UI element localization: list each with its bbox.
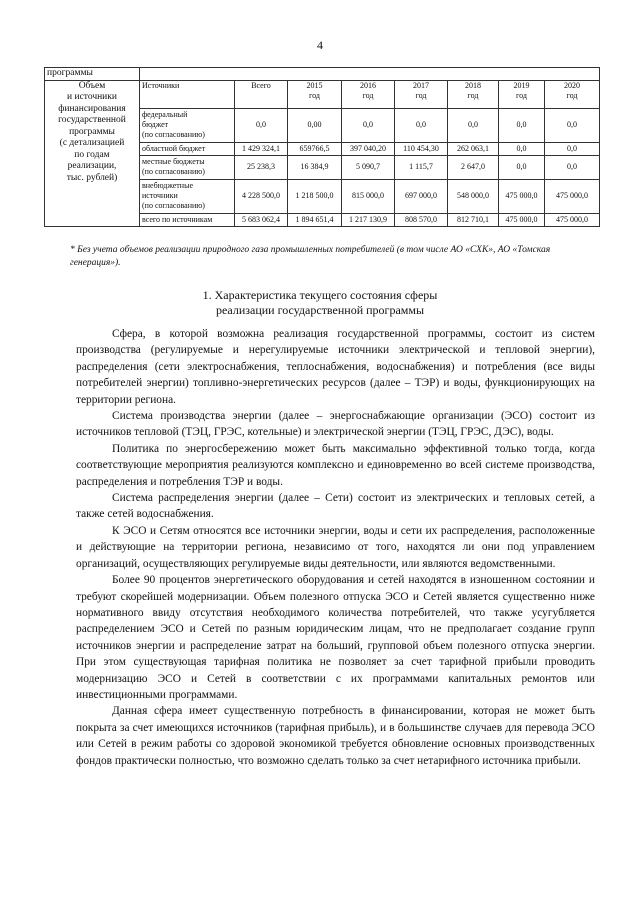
row-value: 0,0 [499,155,545,179]
section-title-line: реализации государственной программы [215,303,425,317]
row-value: 110 454,30 [395,142,448,155]
row-value: 0,00 [288,108,342,142]
row-value: 475 000,0 [499,213,545,226]
row-value: 0,0 [499,108,545,142]
source-line: (по согласованию) [142,130,205,139]
row-source [140,108,235,142]
row-value: 659766,5 [288,142,342,155]
row-value: 0,0 [545,155,600,179]
row-value: 475 000,0 [545,179,600,213]
header-year: 2020 [564,80,580,90]
first-col-line: финансирования [58,103,126,114]
header-year-2020 [545,80,600,108]
row-value: 475 000,0 [499,179,545,213]
header-year: 2015 [306,80,323,90]
table-top-empty [140,68,600,81]
header-year-2018 [448,80,499,108]
first-col-line: программы [69,126,115,137]
table-top-label: программы [45,68,140,81]
table-first-column [45,80,140,226]
row-value: 697 000,0 [395,179,448,213]
row-value: 2 647,0 [448,155,499,179]
first-col-line: реализации, [67,161,117,171]
header-year: 2016 [360,80,376,90]
row-total: 1 429 324,1 [235,142,288,155]
header-year-unit: год [516,90,527,100]
paragraph: К ЭСО и Сетям относятся все источники энергии, воды и сети их распределения, расположенные и действующие на территории региона, независимо от того, находятся ли они под управлением организаций, осуществляющих регулируемые виды деятельности, или являются ведомственными. [76,524,595,570]
row-value: 808 570,0 [395,213,448,226]
header-year-2019 [499,80,545,108]
header-year-unit: год [415,90,427,100]
first-col-line: тыс. рублей) [66,172,118,183]
header-year: 2019 [513,80,530,90]
row-value: 0,0 [448,108,499,142]
section-title [0,288,640,318]
source-line: федеральный [142,110,188,119]
row-total: 5 683 062,4 [235,213,288,226]
row-value: 548 000,0 [448,179,499,213]
header-source: Источники [140,80,235,108]
row-value: 397 040,20 [342,142,395,155]
row-value: 1 894 651,4 [288,213,342,226]
row-source [140,155,235,179]
paragraph: Система производства энергии (далее – энергоснабжающие организации (ЭСО) состоит из источников тепловой (ТЭЦ, ГРЭС, котельные) и электрической энергии (ТЭЦ, ГРЭС, ДЭС), воды. [76,410,595,439]
row-value: 815 000,0 [342,179,395,213]
row-value: 16 384,9 [288,155,342,179]
source-line: бюджет [142,120,169,129]
row-value: 0,0 [545,108,600,142]
section-title-line: 1. Характеристика текущего состояния сферы [202,288,438,302]
row-source: областной бюджет [140,142,235,155]
footnote: * Без учета объемов реализации природного газа промышленных потребителей (в том числе АО «СХК», АО «Томская генерация»). [70,245,551,268]
row-total: 0,0 [235,108,288,142]
row-source: всего по источникам [140,213,235,226]
header-year-unit: год [467,90,479,100]
first-col-line: по годам [74,149,110,160]
first-col-line: Объем [78,80,106,91]
row-value: 475 000,0 [545,213,600,226]
row-value: 5 090,7 [342,155,395,179]
source-line: внебюджетные [142,181,193,190]
page-number: 4 [317,38,323,52]
row-value: 812 710,1 [448,213,499,226]
source-line: (по согласованию) [142,167,205,176]
row-value: 262 063,1 [448,142,499,155]
paragraph: Более 90 процентов энергетического оборудования и сетей находятся в изношенном состоянии и требуют скорейшей модернизации. Объем полезного отпуска ЭСО и Сетей является существенно ниже нормативного ввиду отсутствия необходимого количества потребителей, что также усугубляется распределением ЭСО и Сетей по разным юридическим лицам, что не предполагает создание групп источников энергии и распределение затрат на больший, групповой объем полезного отпуска энергии. При этом существующая тарифная политика не позволяет за счет тарифной прибыли проводить модернизацию ЭСО и Сетей в соответствии с их программами капитальных ремонтов или инвестиционными программами. [76,574,595,701]
paragraph: Политика по энергосбережению может быть максимально эффективной только тогда, когда соответствующие мероприятия реализуются комплексно и единовременно во всей системе производства, распределения и потребления ТЭР и воды. [76,442,595,488]
row-value: 1 217 130,9 [342,213,395,226]
source-line: местные бюджеты [142,157,205,166]
header-year-unit: год [362,90,374,100]
header-year-2016 [342,80,395,108]
header-year-unit: год [566,90,578,100]
header-total: Всего [235,80,288,108]
paragraph: Данная сфера имеет существенную потребность в финансировании, которая не может быть покрыта за счет имеющихся источников (тарифная прибыль), и в большинстве случаев для перевода ЭСО или Сетей в режим работы со здоровой экономикой требуется обновление основных производственных фондов практически полностью, что возможно сделать только за счет нетарифного источника прибыли. [76,705,595,767]
row-value: 0,0 [545,142,600,155]
first-col-line: (с детализацией [59,138,125,148]
row-total: 4 228 500,0 [235,179,288,213]
header-year-2015 [288,80,342,108]
source-line: источники [142,191,178,200]
row-value: 0,0 [499,142,545,155]
header-year-2017 [395,80,448,108]
first-col-line: и источники [67,92,117,102]
header-year-unit: год [309,90,320,100]
row-value: 1 115,7 [395,155,448,179]
first-col-line: государственной [58,115,126,125]
body-text [76,326,595,769]
source-line: (по согласованию) [142,201,205,210]
row-value: 0,0 [342,108,395,142]
header-year: 2018 [465,80,481,90]
row-value: 1 218 500,0 [288,179,342,213]
row-value: 0,0 [395,108,448,142]
header-year: 2017 [413,80,429,90]
financing-table [44,67,600,227]
paragraph: Система распределения энергии (далее – Сети) состоит из электрических и тепловых сетей, а также сетей водоснабжения. [76,492,595,521]
paragraph: Сфера, в которой возможна реализация государственной программы, состоит из систем производства (регулируемые и нерегулируемые источники электрической и тепловой энергии), распределения (сети электроснабжения, теплоснабжения, водоснабжения) и потребления (все виды потребителей энергии) топливно-энергетических ресурсов (далее – ТЭР) и воды, функционирующих на территории региона. [76,328,595,406]
row-total: 25 238,3 [235,155,288,179]
row-source [140,179,235,213]
